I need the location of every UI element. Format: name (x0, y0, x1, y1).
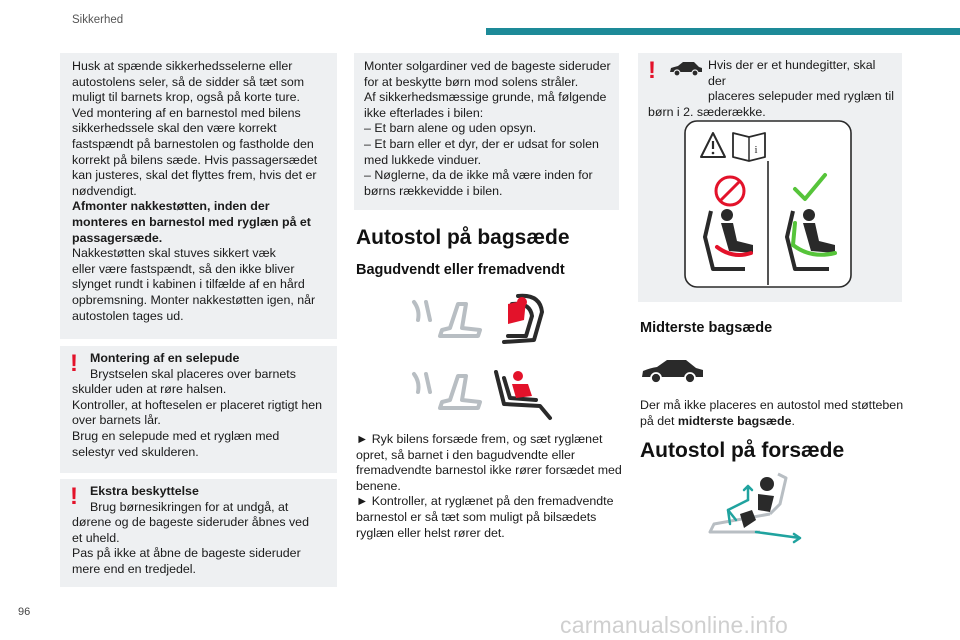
box-line: dørene og de bageste sideruder åbnes ved (72, 515, 309, 530)
heading-front-seat: Autostol på forsæde (640, 439, 845, 462)
box-line: over barnets lår. (72, 413, 161, 428)
box-line: Af sikkerhedsmæssige grunde, må følgende (364, 90, 607, 105)
box-line: Nakkestøtten skal stuves sikkert væk (72, 246, 276, 261)
body-line: barnestol er så tæt som muligt på bilsædets (356, 509, 597, 524)
box-line: autostolens seler, så de sidder så tæt som (72, 74, 305, 89)
box-line: et uheld. (72, 530, 120, 545)
warning-box-child-lock (60, 479, 337, 587)
body-text-run: . (791, 413, 795, 428)
box-line: Pas på ikke at åbne de bageste sideruder (72, 546, 301, 561)
warning-head (646, 58, 894, 105)
page-number: 96 (18, 606, 31, 618)
box-line: korrekt på bilens sæde. Hvis passagersædet (72, 152, 318, 167)
warning-box-dog-guard (638, 53, 902, 302)
heading-rear-seat: Autostol på bagsæde (356, 226, 570, 249)
box-line: børn i 2. sæderække. (648, 104, 766, 119)
subheading-middle-seat: Midterste bagsæde (640, 320, 773, 336)
box-line: Brystselen skal placeres over barnets (90, 366, 296, 381)
box-line: placeres selepuder med ryglæn til (708, 89, 894, 104)
box-line: Brug en selepude med et ryglæn med (72, 428, 280, 443)
box-line: muligt til barnets krop, også på korte ture. (72, 90, 300, 105)
body-line (640, 414, 903, 430)
box-line-bold: passagersæde. (72, 230, 163, 245)
box-line: for at beskytte børn mod solens stråler. (364, 74, 579, 89)
box-line: ikke efterlades i bilen: (364, 105, 484, 120)
body-line: opret, så barnet i den bagudvendte eller (356, 447, 576, 462)
box-line: – Et barn eller et dyr, der er udsat for solen (364, 136, 599, 151)
svg-text:i: i (754, 144, 758, 156)
info-box-sun-protection (354, 53, 619, 210)
box-line: – Nøglerne, da de ikke må være inden for (364, 168, 593, 183)
box-line: skulder uden at røre halsen. (72, 382, 227, 397)
box-line: autostolen tages ud. (72, 308, 184, 323)
watermark: carmanualsonline.info (560, 612, 788, 638)
subheading-rear-forward: Bagudvendt eller fremadvendt (356, 262, 565, 278)
box-line: slynget rundt i kabinen i tilfælde af en hård (72, 277, 305, 292)
box-line: Kontroller, at hofteselen er placeret rigtigt hen (72, 397, 323, 412)
box-line: Hvis der er et hundegitter, skal der (708, 58, 876, 88)
box-line: Husk at spænde sikkerhedsselerne eller (72, 59, 293, 73)
box-line: – Et barn alene og uden opsyn. (364, 121, 537, 136)
car-side-icon (640, 355, 706, 385)
header-accent-bar (486, 28, 960, 35)
body-line: benene. (356, 478, 401, 493)
body-line: ryglæn eller helst rører det. (356, 525, 505, 540)
body-line: ► Kontroller, at ryglænet på den fremadvendte (356, 494, 614, 509)
box-line: eller være fastspændt, så den ikke bliver (72, 261, 295, 276)
box-line: Ved montering af en barnestol med bilens (72, 105, 301, 120)
warning-icon: ! (648, 57, 656, 84)
body-line: fremadvendte barnestol ikke rører forsædet med (356, 463, 622, 478)
warning-head (68, 484, 327, 515)
box-line: selestyr ved skulderen. (72, 444, 199, 459)
car-icon (668, 59, 704, 77)
box-line: fastspændt på barnestolen og fastholde den (72, 136, 314, 151)
box-line: nødvendigt. (72, 183, 137, 198)
box-line-bold: Afmonter nakkestøtten, inden der (72, 199, 270, 214)
rear-seat-instructions (356, 432, 622, 541)
box-line: opbremsning. Monter nakkestøtten igen, når (72, 292, 316, 307)
box-line: Brug børnesikringen for at undgå, at (90, 499, 289, 514)
box-line: kan justeres, skal det flyttes frem, hvis det er (72, 168, 317, 183)
section-title: Sikkerhed (72, 14, 124, 26)
body-line: ► Ryk bilens forsæde frem, og sæt ryglænet (356, 432, 603, 446)
box-line: børns rækkevidde i bilen. (364, 183, 503, 198)
body-line: Der må ikke placeres en autostol med støtteben (640, 398, 904, 412)
forward-facing-seat-illustration (400, 362, 560, 422)
box-line: Monter solgardiner ved de bageste sideruder (364, 59, 611, 73)
rear-facing-seat-illustration (400, 290, 560, 350)
support-leg-illustration (700, 470, 810, 545)
warning-title: Ekstra beskyttelse (90, 484, 199, 498)
box-line: med lukkede vinduer. (364, 152, 482, 167)
box-line: mere end en tredjedel. (72, 561, 196, 576)
warning-title: Montering af en selepude (90, 351, 240, 365)
body-text-run: på det (640, 413, 678, 428)
body-bold: midterste bagsæde (677, 413, 792, 428)
middle-seat-text (640, 398, 903, 429)
warning-head (68, 351, 327, 382)
info-box-seatbelts (60, 53, 337, 339)
booster-seat-diagram (683, 119, 853, 289)
box-line: sikkerhedssele skal den være korrekt (72, 121, 277, 136)
warning-icon: ! (70, 483, 78, 510)
box-line-bold: monteres en barnestol med ryglæn på et (72, 214, 311, 229)
warning-box-booster (60, 346, 337, 473)
warning-icon: ! (70, 350, 78, 377)
